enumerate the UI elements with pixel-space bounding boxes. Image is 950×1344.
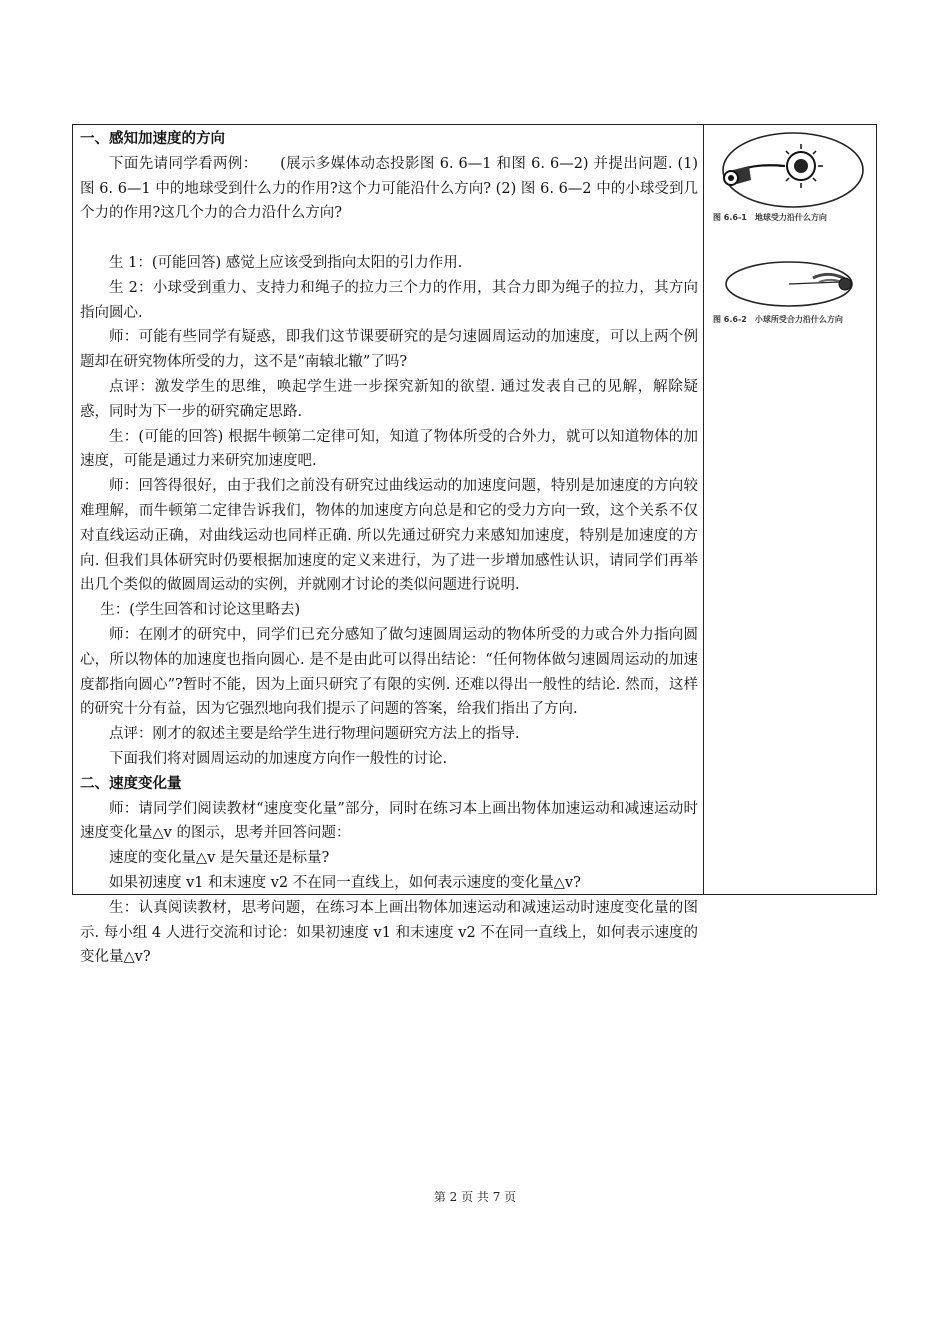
figure-caption: 图 6.6-2 小球所受合力沿什么方向: [713, 315, 843, 324]
paragraph: 生 2：小球受到重力、支持力和绳子的拉力三个力的作用，其合力即为绳子的拉力，其方向指向圆心.: [80, 279, 698, 321]
figure-6-6-1: [707, 130, 873, 223]
paragraph: 生 1：(可能回答) 感觉上应该受到指向太阳的引力作用.: [109, 254, 463, 271]
figure-6-6-2: [707, 254, 873, 325]
paragraph: 下面先请同学看两例： (展示多媒体动态投影图 6. 6—1 和图 6. 6—2) 并提出问题. (1) 图 6. 6—1 中的地球受到什么力的作用?这个力可能沿什么方向? (2) 图 6. 6—2 中的小球受到几个力的作用?这几个力的合力沿什么方向?: [80, 155, 698, 222]
section-heading: 二、速度变化量: [80, 774, 182, 792]
earth-sun-orbit-icon: [715, 130, 865, 212]
column-divider: [703, 124, 704, 895]
paragraph: 点评：刚才的叙述主要是给学生进行物理问题研究方法上的指导.: [109, 726, 520, 743]
figure-caption: 图 6.6-1 地球受力沿什么方向: [713, 213, 827, 222]
paragraph: 生：(可能的回答) 根据牛顿第二定律可知，知道了物体所受的合外力，就可以知道物体的加速度，可能是通过力来研究加速度吧.: [80, 428, 698, 470]
section-heading: 一、感知加速度的方向: [80, 130, 225, 147]
paragraph: 生：认真阅读教材，思考问题，在练习本上画出物体加速运动和减速运动时速度变化量的图示. 每小组 4 人进行交流和讨论：如果初速度 v1 和末速度 v2 不在同一直线上，如何表示速度的变化量△v?: [80, 899, 698, 966]
paragraph: 师：请同学们阅读教材“速度变化量”部分，同时在练习本上画出物体加速运动和减速运动时速度变化量△v 的图示，思考并回答问题：: [80, 800, 698, 842]
paragraph: 下面我们将对圆周运动的加速度方向作一般性的讨论.: [109, 750, 448, 767]
paragraph: 师：回答得很好，由于我们之前没有研究过曲线运动的加速度问题，特别是加速度的方向较难理解，而牛顿第二定律告诉我们，物体的加速度方向总是和它的受力方向一致，这个关系不仅对直线运动正确，对曲线运动也同样正确. 所以先通过研究力来感知加速度，特别是加速度的方向. 但我们具体研究时仍要根据加速度的定义来进行，为了进一步增加感性认识，请同学们再举出几个类似的做圆周运动的实例，并就刚才讨论的类似问题进行说明.: [80, 478, 698, 594]
paragraph: 师：在刚才的研究中，同学们已充分感知了做匀速圆周运动的物体所受的力或合外力指向圆心，所以物体的加速度也指向圆心. 是不是由此可以得出结论：“任何物体做匀速圆周运动的加速度都指向圆心”?暂时不能，因为上面只研究了有限的实例. 还难以得出一般性的结论. 然而，这样的研究十分有益，因为它强烈地向我们提示了问题的答案，给我们指出了方向.: [80, 626, 698, 718]
paragraph: 师：可能有些同学有疑惑，即我们这节课要研究的是匀速圆周运动的加速度，可以上两个例题却在研究物体所受的力，这不是“南辕北辙”了吗?: [80, 329, 698, 371]
paragraph: 点评：激发学生的思维，唤起学生进一步探究新知的欲望. 通过发表自己的见解，解除疑惑，同时为下一步的研究确定思路.: [80, 378, 698, 420]
page-footer: 第 2 页 共 7 页: [433, 1190, 517, 1204]
paragraph: 如果初速度 v1 和末速度 v2 不在同一直线上，如何表示速度的变化量△v?: [109, 874, 581, 891]
paragraph: 生：(学生回答和讨论这里略去): [100, 602, 301, 619]
ball-on-string-icon: [715, 254, 865, 314]
lesson-content: [80, 127, 698, 970]
paragraph: 速度的变化量△v 是矢量还是标量?: [109, 850, 330, 867]
